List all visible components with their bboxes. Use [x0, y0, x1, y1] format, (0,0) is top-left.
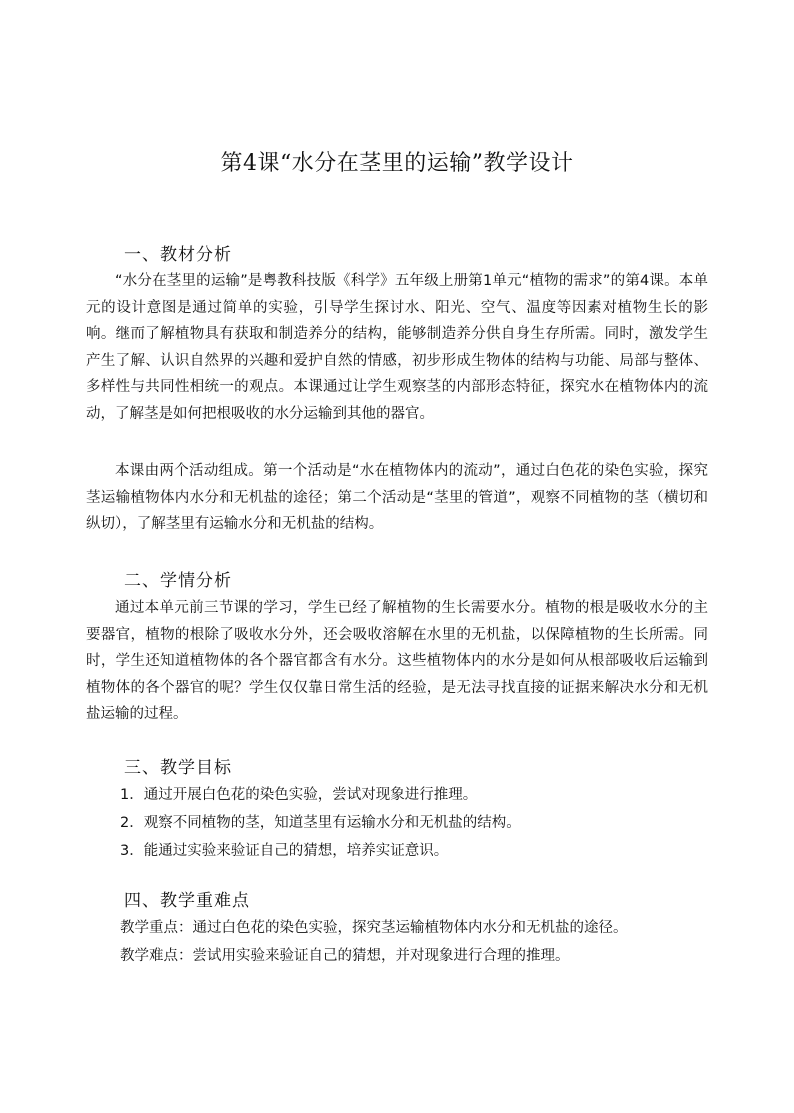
- section-heading-key-difficult-points: 四、教学重难点: [124, 891, 250, 911]
- objective-item: 2．观察不同植物的茎，知道茎里有运输水分和无机盐的结构。: [120, 815, 521, 831]
- section-heading-textbook-analysis: 一、教材分析: [124, 245, 232, 265]
- section-paragraph: 本课由两个活动组成。第一个活动是“水在植物体内的流动”，通过白色花的染色实验，探究茎运输植物体内水分和无机盐的途径；第二个活动是“茎里的管道”，观察不同植物的茎（横切和纵切），了解茎里有运输水分和无机盐的结构。: [86, 463, 708, 532]
- section-heading-learner-analysis: 二、学情分析: [124, 571, 232, 591]
- key-point-item: 教学重点：通过白色花的染色实验，探究茎运输植物体内水分和无机盐的途径。: [120, 920, 628, 936]
- section-heading-teaching-objectives: 三、教学目标: [124, 758, 232, 778]
- difficult-point-item: 教学难点：尝试用实验来验证自己的猜想，并对现象进行合理的推理。: [120, 948, 570, 964]
- objective-item: 1．通过开展白色花的染色实验，尝试对现象进行推理。: [120, 787, 478, 803]
- objective-item: 3．能通过实验来验证自己的猜想，培养实证意识。: [120, 843, 449, 859]
- document-title: 第4课“水分在茎里的运输”教学设计: [220, 151, 574, 176]
- section-paragraph: 通过本单元前三节课的学习，学生已经了解植物的生长需要水分。植物的根是吸收水分的主要器官，植物的根除了吸收水分外，还会吸收溶解在水里的无机盐，以保障植物的生长所需。同时，学生还知道植物体的各个器官都含有水分。这些植物体内的水分是如何从根部吸收后运输到植物体的各个器官的呢？学生仅仅靠日常生活的经验，是无法寻找直接的证据来解决水分和无机盐运输的过程。: [86, 600, 708, 722]
- section-paragraph: “水分在茎里的运输”是粤教科技版《科学》五年级上册第1单元“植物的需求”的第4课。本单元的设计意图是通过简单的实验，引导学生探讨水、阳光、空气、温度等因素对植物生长的影响。继而了解植物具有获取和制造养分的结构，能够制造养分供自身生存所需。同时，激发学生产生了解、认识自然界的兴趣和爱护自然的情感，初步形成生物体的结构与功能、局部与整体、多样性与共同性相统一的观点。本课通过让学生观察茎的内部形态特征，探究水在植物体内的流动，了解茎是如何把根吸收的水分运输到其他的器官。: [86, 273, 708, 422]
